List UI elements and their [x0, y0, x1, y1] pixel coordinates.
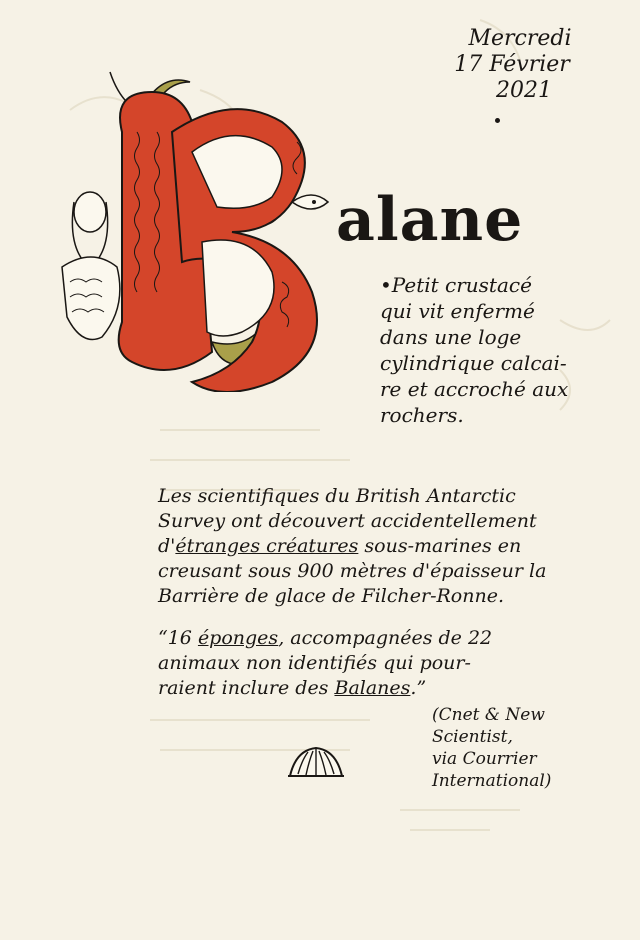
entry-date: [440, 26, 590, 104]
citation-line: Scientist,: [432, 727, 513, 747]
paragraph-line: [158, 534, 608, 559]
paragraph-line: Barrière de glace de Filcher-Ronne.: [158, 585, 504, 607]
underlined-phrase: étranges créatures: [175, 535, 359, 557]
underlined-word: Balanes: [334, 677, 411, 699]
quote-line: animaux non identifiés qui pour-: [158, 652, 471, 674]
text-fragment: raient inclure des: [158, 677, 335, 699]
citation-line: via Courrier: [432, 749, 537, 769]
paragraph-line: Les scientifiques du British Antarctic: [158, 485, 516, 507]
definition-text: [380, 272, 600, 428]
definition-line: cylindrique calcai-: [380, 351, 567, 375]
paragraph-line: Survey ont découvert accidentellement: [158, 510, 537, 532]
quote-line: [158, 626, 588, 651]
text-fragment: “16: [158, 627, 198, 649]
barnacle-icon: [286, 742, 346, 782]
citation-line: (Cnet & New: [432, 705, 545, 725]
text-fragment: .”: [410, 677, 427, 699]
underlined-word: éponges: [197, 627, 279, 649]
date-day-month: 17 Février: [454, 52, 570, 77]
paragraph-line: creusant sous 900 mètres d'épaisseur la: [158, 560, 547, 582]
definition-line: dans une loge: [380, 325, 522, 349]
text-fragment: sous-marines en: [358, 535, 522, 557]
article-paragraph: [158, 484, 608, 609]
quotation: [158, 626, 588, 701]
text-fragment: , accompagnées de 22: [278, 627, 493, 649]
source-citation: [432, 704, 602, 792]
text-fragment: d': [158, 535, 176, 557]
citation-line: International): [432, 771, 552, 791]
date-year: 2021: [496, 78, 552, 103]
definition-line: re et accroché aux: [380, 377, 569, 401]
definition-line: rochers.: [380, 403, 464, 427]
date-weekday: Mercredi: [468, 26, 572, 51]
date-dot: [495, 118, 500, 123]
page-title: alane: [336, 185, 524, 255]
definition-line: •Petit crustacé: [380, 273, 532, 297]
quote-line: [158, 676, 588, 701]
illuminated-initial-b: [52, 52, 372, 392]
definition-line: qui vit enfermé: [380, 299, 535, 323]
